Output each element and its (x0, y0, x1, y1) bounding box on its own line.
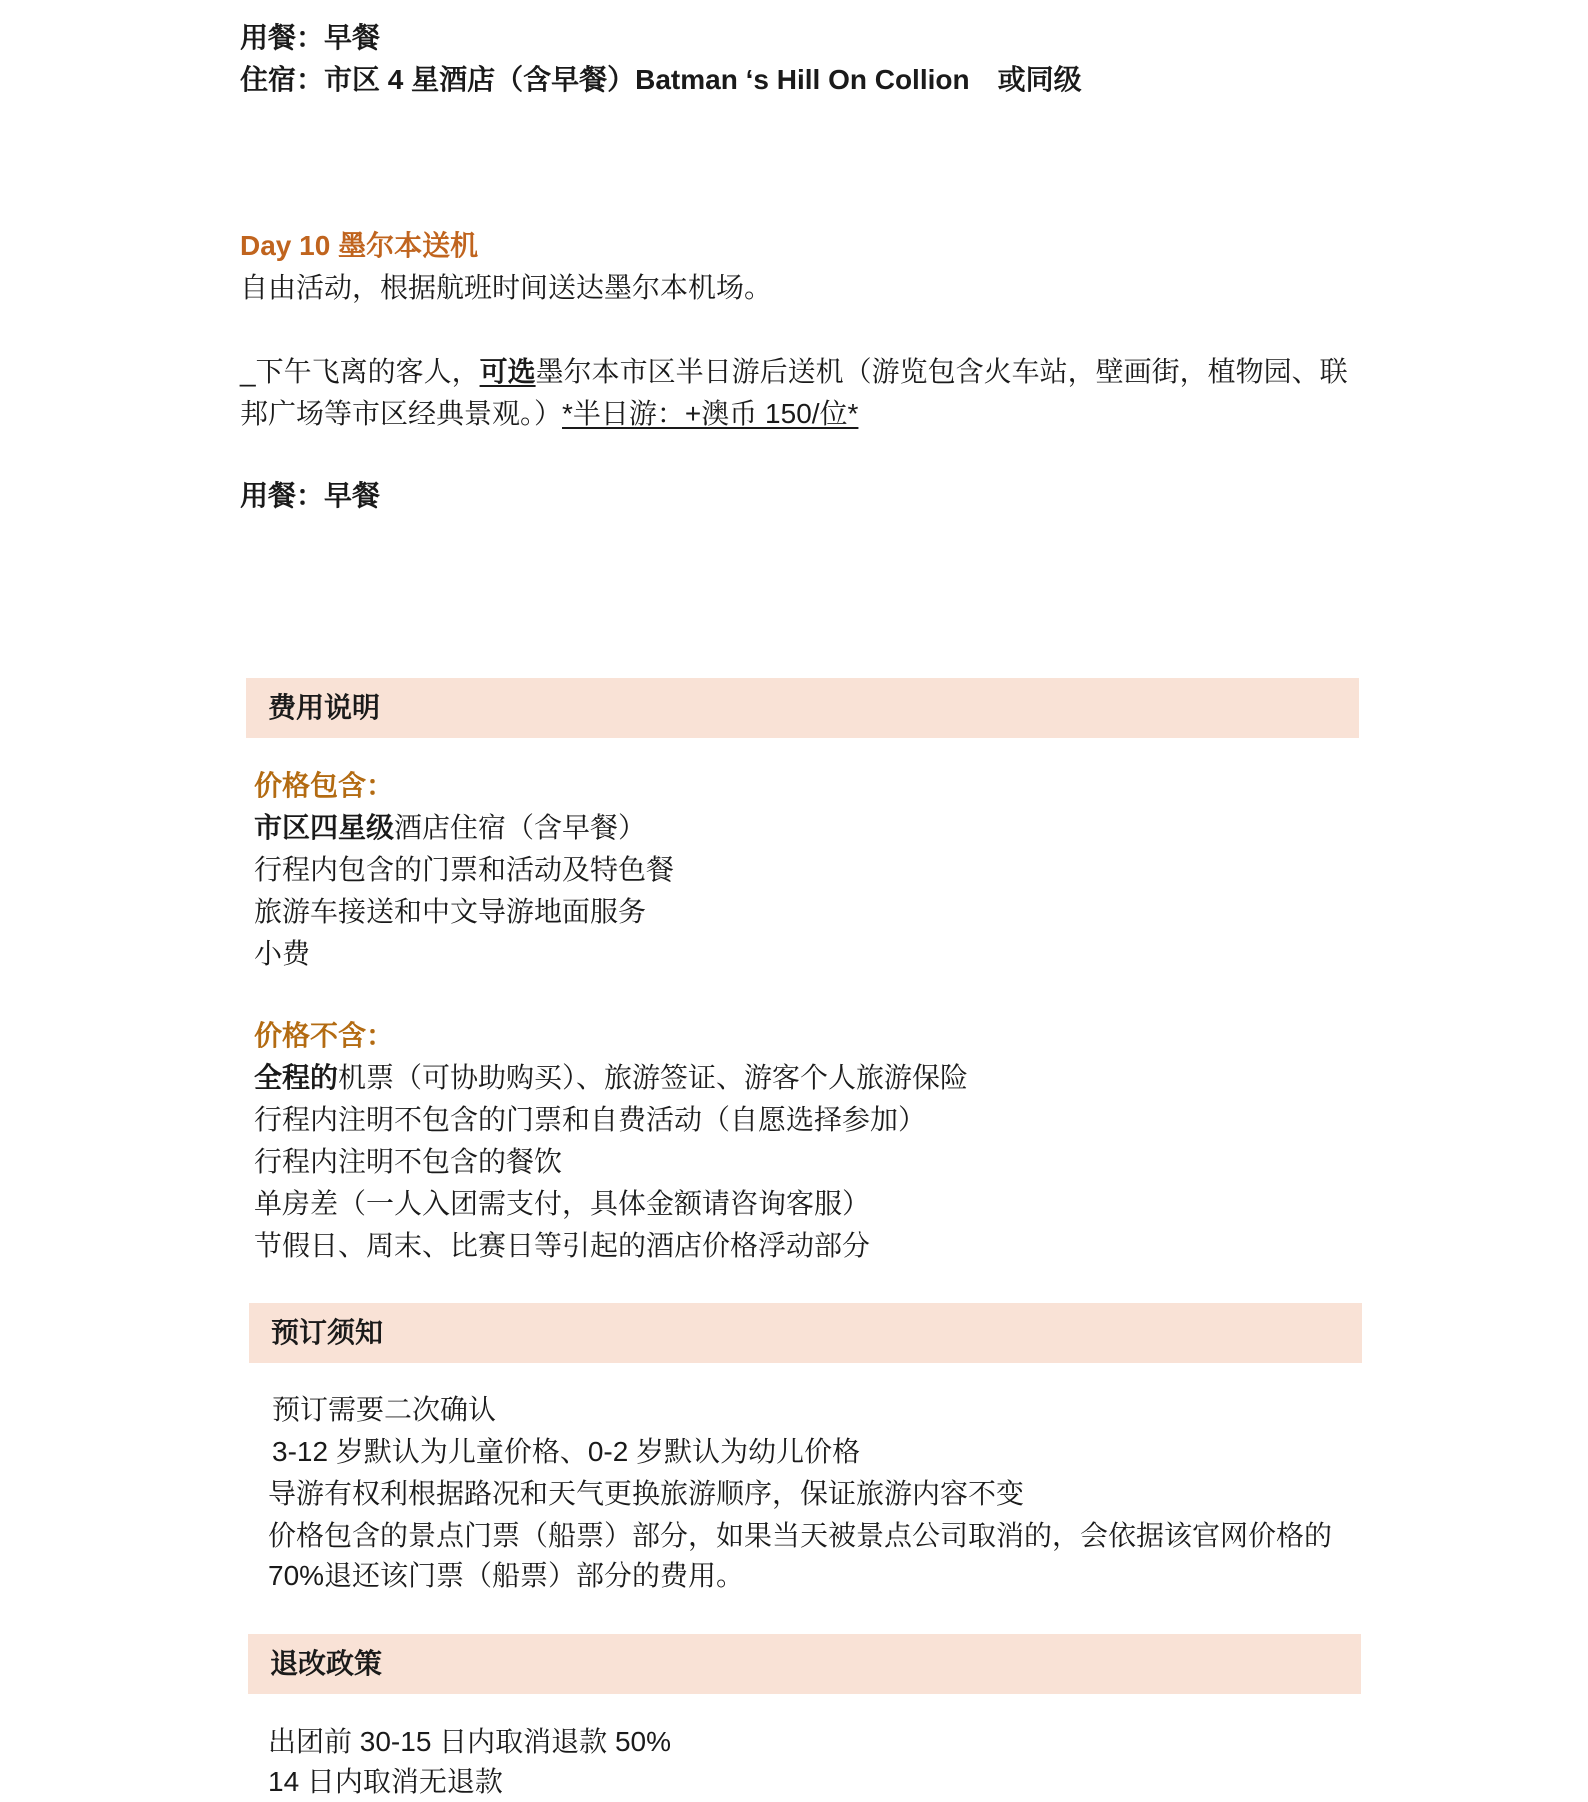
included-item: 小费 (254, 938, 311, 969)
included-item: 行程内包含的门票和活动及特色餐 (254, 854, 675, 885)
booking-note: 70%退还该门票（船票）部分的费用。 (268, 1560, 745, 1591)
excluded-item: 行程内注明不包含的门票和自费活动（自愿选择参加） (254, 1104, 927, 1135)
meal-info: 用餐：早餐 (240, 22, 381, 53)
fees-section-header (246, 678, 1359, 738)
refund-section-title: 退改政策 (270, 1648, 383, 1679)
booking-note: 导游有权利根据路况和天气更换旅游顺序，保证旅游内容不变 (268, 1478, 1025, 1509)
optional-label: 可选 (479, 356, 536, 387)
included-heading: 价格包含： (254, 770, 395, 801)
optional-tour-line-2 (240, 394, 858, 434)
refund-rule: 14 日内取消无退款 (268, 1766, 503, 1797)
excluded-item: 行程内注明不包含的餐饮 (254, 1146, 563, 1177)
hotel-info: 住宿：市区 4 星酒店（含早餐）Batman ‘s Hill On Collion 或同级 (240, 64, 1082, 95)
refund-section-header (248, 1634, 1361, 1694)
optional-tour-text: 墨尔本市区半日游后送机（游览包含火车站，壁画街，植物园、联 (535, 356, 1348, 387)
booking-note: 3-12 岁默认为儿童价格、0-2 岁默认为幼儿价格 (272, 1436, 861, 1467)
optional-tour-prefix: _下午飞离的客人， (240, 356, 480, 387)
excluded-item: 单房差（一人入团需支付，具体金额请咨询客服） (254, 1188, 871, 1219)
excluded-item-bold: 全程的 (254, 1062, 339, 1093)
excluded-item: 节假日、周末、比赛日等引起的酒店价格浮动部分 (254, 1230, 871, 1261)
included-item-text: 酒店住宿（含早餐） (394, 812, 647, 843)
refund-rule: 出团前 30-15 日内取消退款 50% (268, 1726, 671, 1757)
excluded-item-text: 机票（可协助购买）、旅游签证、游客个人旅游保险 (338, 1062, 969, 1093)
day-description: 自由活动，根据航班时间送达墨尔本机场。 (240, 272, 773, 303)
booking-note: 价格包含的景点门票（船票）部分，如果当天被景点公司取消的，会依据该官网价格的 (268, 1520, 1333, 1551)
booking-section-header (249, 1303, 1362, 1363)
fees-section-title: 费用说明 (268, 692, 381, 723)
included-item-bold: 市区四星级 (254, 812, 395, 843)
optional-tour-text-cont: 邦广场等市区经典景观。） (240, 398, 563, 429)
excluded-item (254, 1058, 968, 1098)
optional-tour-price: *半日游：+澳币 150/位* (562, 398, 859, 429)
day-meal-info: 用餐：早餐 (240, 480, 381, 511)
day-title: Day 10 墨尔本送机 (240, 230, 479, 261)
booking-section-title: 预订须知 (271, 1317, 384, 1348)
booking-note: 预订需要二次确认 (272, 1394, 497, 1425)
included-item: 旅游车接送和中文导游地面服务 (254, 896, 647, 927)
included-item (254, 808, 646, 848)
optional-tour-line-1 (240, 352, 1348, 392)
excluded-heading: 价格不含： (254, 1020, 395, 1051)
